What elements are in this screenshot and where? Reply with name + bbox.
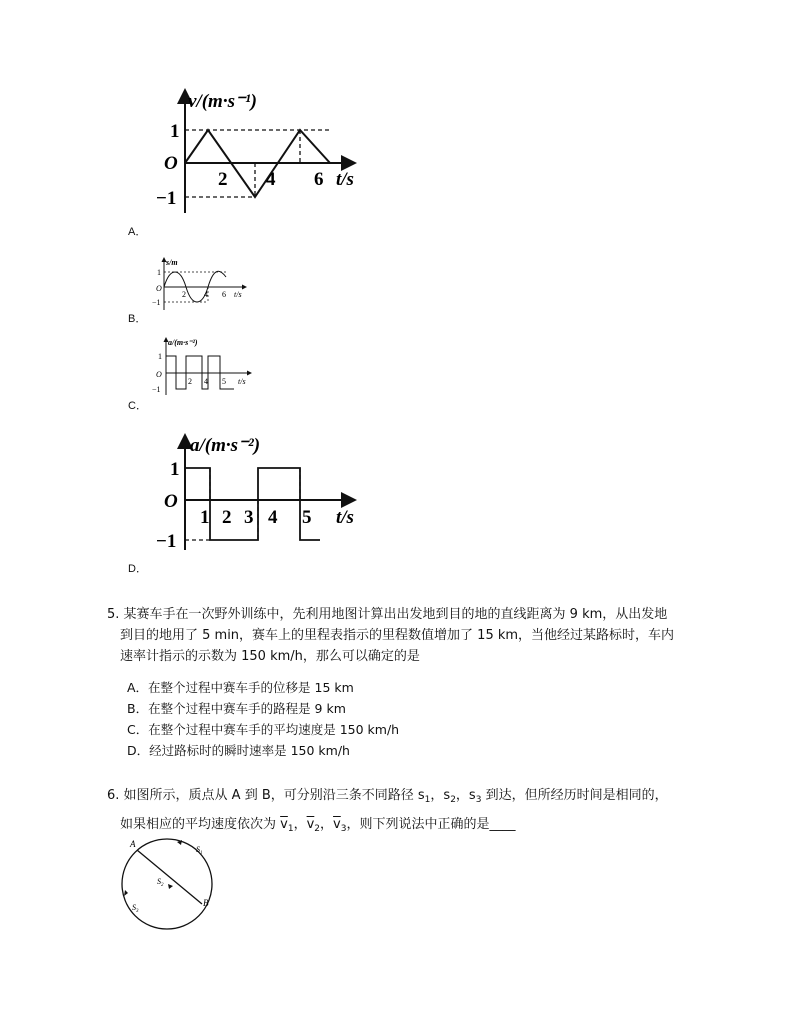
option-a-label: A． (128, 226, 147, 238)
x-tick-1: 1 (200, 507, 210, 528)
x-tick-6: 6 (222, 290, 226, 299)
choice-d[interactable]: D．经过路标时的瞬时速率是 150 km/h (127, 743, 350, 758)
origin-label: O (164, 153, 178, 174)
v-bar-2: $\overline{v}$ (306, 817, 315, 832)
x-tick-4: 4 (268, 507, 278, 528)
y-tick-minus1: −1 (152, 298, 161, 307)
y-tick-1: 1 (170, 459, 180, 480)
question-5 (107, 604, 787, 667)
point-b-label: B (203, 898, 209, 908)
choice-b[interactable]: B．在整个过程中赛车手的路程是 9 km (127, 701, 346, 716)
y-label: a/(m·s⁻²) (168, 338, 198, 347)
x-tick-4: 4 (204, 377, 208, 386)
q5-line-3: 速率计指示的示数为 150 km/h，那么可以确定的是 (120, 649, 420, 664)
s1-label: $S_1$ (196, 845, 203, 856)
q5-choices (127, 677, 399, 761)
y-tick-minus1: −1 (156, 188, 177, 209)
origin-label: O (156, 284, 162, 293)
x-tick-5: 5 (302, 507, 312, 528)
v-sub-3: 3 (340, 824, 347, 834)
sub-2: 2 (450, 795, 456, 805)
graph-c (146, 335, 266, 400)
choice-c[interactable]: C．在整个过程中赛车手的平均速度是 150 km/h (127, 722, 400, 737)
s2-label: $S_2$ (157, 877, 164, 888)
x-label: t/s (238, 377, 246, 386)
q6-line-2a: 如果相应的平均速度依次为 (120, 817, 281, 832)
q5-line-2: 到目的地用了 5 min，赛车上的里程表指示的里程数值增加了 15 km，当他经过某路标时，车内 (120, 628, 675, 643)
x-label: t/s (336, 507, 354, 528)
q5-line-1: 某赛车手在一次野外训练中，先利用地图计算出出发地到目的地的直线距离为 9 km，从出发地 (123, 607, 668, 622)
x-tick-4: 4 (204, 290, 208, 299)
x-tick-2: 2 (182, 290, 186, 299)
option-c-label: C． (128, 400, 147, 412)
choice-a[interactable]: A．在整个过程中赛车手的位移是 15 km (127, 680, 354, 695)
q6-line-2-end: ，则下列说法中正确的是____ (346, 817, 516, 832)
graph-a (150, 85, 380, 225)
sub-3: 3 (475, 795, 482, 805)
q6-line-1d: 到达，但所经历时间是相同的， (481, 788, 668, 803)
v-sub-2: 2 (314, 824, 321, 834)
x-tick-6: 6 (314, 169, 324, 190)
point-a-label: A (130, 839, 136, 849)
x-tick-2: 2 (218, 169, 228, 190)
y-label: v/(m·s⁻¹) (188, 91, 258, 112)
circle-path-figure (112, 832, 222, 932)
x-label: t/s (336, 169, 354, 190)
question-number: 6. (107, 788, 120, 803)
option-d-label: D． (128, 563, 147, 575)
v-sub-1: 1 (287, 824, 294, 834)
v-bar-3: $\overline{v}$ (333, 817, 341, 832)
x-tick-2: 2 (188, 377, 192, 386)
question-number: 5. (107, 607, 120, 622)
y-tick-1: 1 (170, 121, 180, 142)
sep: ， (293, 817, 307, 832)
graph-b (148, 255, 258, 315)
y-tick-minus1: −1 (152, 385, 161, 394)
q6-line-1b: ，s (430, 788, 451, 803)
origin-label: O (156, 370, 162, 379)
sep: ， (320, 817, 334, 832)
q6-line-1a: 如图所示，质点从 A 到 B，可分别沿三条不同路径 s (123, 788, 425, 803)
graph-d (150, 425, 380, 555)
x-tick-4: 4 (266, 169, 276, 190)
x-tick-3: 3 (244, 507, 254, 528)
y-tick-minus1: −1 (156, 531, 177, 552)
option-b-label: B． (128, 313, 147, 325)
y-tick-1: 1 (158, 352, 162, 361)
x-tick-2: 2 (222, 507, 232, 528)
y-label: s/m (166, 258, 178, 267)
q6-line-1c: ，s (455, 788, 476, 803)
y-tick-1: 1 (157, 268, 161, 277)
s3-label: $S_3$ (132, 903, 139, 914)
x-tick-5: 5 (222, 377, 226, 386)
x-label: t/s (234, 290, 242, 299)
y-label: a/(m·s⁻²) (190, 435, 261, 456)
v-bar-1: $\overline{v}$ (280, 817, 288, 832)
chord-s2 (137, 850, 202, 904)
sub-1: 1 (424, 795, 431, 805)
origin-label: O (164, 491, 178, 512)
